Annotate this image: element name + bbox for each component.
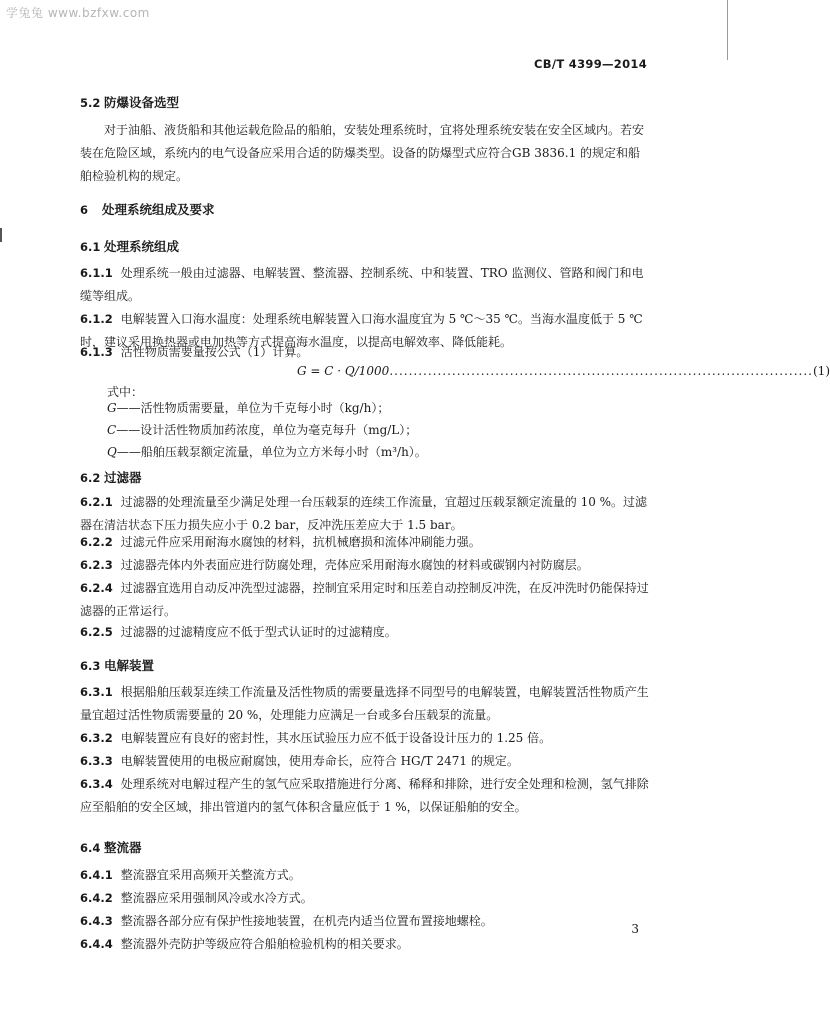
clause-number: 6.2.4	[80, 581, 113, 595]
clause-number: 6.1.3	[80, 345, 113, 359]
clause-text: 电解装置使用的电极应耐腐蚀，使用寿命长，应符合 HG/T 2471 的规定。	[120, 754, 519, 768]
clause-number: 6.2.3	[80, 558, 113, 572]
section-title: 处理系统组成及要求	[102, 202, 215, 217]
clause-text: 活性物质需要量按公式（1）计算。	[120, 345, 309, 359]
clause-text: 处理系统对电解过程产生的氢气应采取措施进行分离、稀释和排除，进行安全处理和检测，氢气排除应至船舶的安全区域，排出管道内的氢气体积含量应低于 1 %，以保证船舶的安全。	[80, 777, 649, 814]
formula-1	[297, 364, 830, 378]
section-6-3-heading	[80, 656, 154, 674]
clause-number: 6.4.1	[80, 868, 113, 882]
section-5-2-heading	[80, 93, 179, 111]
section-6-heading	[80, 200, 215, 218]
section-6-4-heading	[80, 838, 142, 856]
clause-6-2-2	[80, 531, 650, 554]
section-number: 6.1	[80, 240, 101, 254]
clause-text: 整流器各部分应有保护性接地装置，在机壳内适当位置布置接地螺栓。	[120, 914, 493, 928]
section-6-2-heading	[80, 468, 142, 486]
clause-text: 过滤器壳体内外表面应进行防腐处理，壳体应采用耐海水腐蚀的材料或碳钢内衬防腐层。	[120, 558, 589, 572]
scan-edge-left	[0, 228, 2, 242]
clause-6-4-2	[80, 887, 650, 910]
clause-number: 6.2.5	[80, 625, 113, 639]
clause-6-4-1	[80, 864, 650, 887]
section-number: 6.2	[80, 471, 101, 485]
clause-text: 电解装置应有良好的密封性，其水压试验压力应不低于设备设计压力的 1.25 倍。	[120, 731, 552, 745]
section-5-2-body: 对于油船、液货船和其他运载危险品的船舶，安装处理系统时，宜将处理系统安装在安全区域内。若安装在危险区域，系统内的电气设备应采用合适的防爆类型。设备的防爆型式应符合GB 3836.1 的规定和船舶检验机构的规定。	[80, 123, 645, 183]
clause-6-3-3	[80, 750, 650, 773]
formula-expression: G = C · Q/1000	[297, 364, 390, 378]
clause-text: 整流器宜采用高频开关整流方式。	[120, 868, 301, 882]
clause-number: 6.3.2	[80, 731, 113, 745]
section-6-1-heading	[80, 237, 179, 255]
formula-where: 式中：	[107, 385, 144, 399]
clause-6-4-4	[80, 933, 650, 956]
clause-number: 6.2.2	[80, 535, 113, 549]
clause-number: 6.2.1	[80, 495, 113, 509]
section-number: 6	[80, 203, 89, 217]
clause-number: 6.3.4	[80, 777, 113, 791]
formula-leader: ........................................................................................	[389, 364, 813, 378]
clause-6-2-4	[80, 577, 650, 623]
clause-6-1-3	[80, 341, 650, 364]
clause-6-3-4	[80, 773, 650, 819]
clause-number: 6.4.2	[80, 891, 113, 905]
clause-6-2-3	[80, 554, 650, 577]
section-number: 6.3	[80, 659, 101, 673]
clause-text: 整流器外壳防护等级应符合船舶检验机构的相关要求。	[120, 937, 409, 951]
clause-number: 6.4.3	[80, 914, 113, 928]
variable-c: C——设计活性物质加药浓度，单位为毫克每升（mg/L）；	[107, 423, 418, 437]
clause-text: 过滤器宜选用自动反冲洗型过滤器，控制宜采用定时和压差自动控制反冲洗，在反冲洗时仍能保持过滤器的正常运行。	[80, 581, 649, 618]
clause-number: 6.1.2	[80, 312, 113, 326]
clause-6-2-5	[80, 621, 650, 644]
clause-number: 6.3.1	[80, 685, 113, 699]
section-title: 电解装置	[104, 658, 155, 673]
clause-number: 6.3.3	[80, 754, 113, 768]
section-title: 防爆设备选型	[104, 95, 180, 110]
clause-6-4-3	[80, 910, 650, 933]
section-number: 6.4	[80, 841, 101, 855]
formula-number: (1)	[813, 364, 830, 378]
clause-6-3-1	[80, 681, 650, 727]
clause-6-1-1	[80, 262, 650, 308]
variable-g: G——活性物质需要量，单位为千克每小时（kg/h）；	[107, 401, 390, 415]
clause-text: 过滤器的过滤精度应不低于型式认证时的过滤精度。	[120, 625, 397, 639]
clause-number: 6.1.1	[80, 266, 113, 280]
scan-edge-right	[727, 0, 728, 60]
clause-text: 处理系统一般由过滤器、电解装置、整流器、控制系统、中和装置、TRO 监测仪、管路和阀门和电缆等组成。	[80, 266, 644, 303]
section-title: 过滤器	[104, 470, 142, 485]
clause-number: 6.4.4	[80, 937, 113, 951]
clause-text: 整流器应采用强制风冷或水冷方式。	[120, 891, 313, 905]
clause-text: 根据船舶压载泵连续工作流量及活性物质的需要量选择不同型号的电解装置，电解装置活性物质产生量宜超过活性物质需要量的 20 %，处理能力应满足一台或多台压载泵的流量。	[80, 685, 649, 722]
clause-text: 电解装置入口海水温度：处理系统电解装置入口海水温度宜为 5 ℃～35 ℃。当海水温度低于 5 ℃时，建议采用换热器或电加热等方式提高海水温度，以提高电解效率、降低能耗。	[80, 312, 643, 349]
standard-code: CB/T 4399—2014	[534, 57, 647, 71]
clause-text: 过滤器的处理流量至少满足处理一台压载泵的连续工作流量，宜超过压载泵额定流量的 10 %。过滤器在清洁状态下压力损失应小于 0.2 bar，反冲洗压差应大于 1.5 bar。	[80, 495, 648, 532]
page-number: 3	[631, 922, 639, 936]
clause-6-3-2	[80, 727, 650, 750]
section-title: 整流器	[104, 840, 142, 855]
watermark: 学兔兔 www.bzfxw.com	[6, 6, 150, 20]
section-title: 处理系统组成	[104, 239, 180, 254]
section-number: 5.2	[80, 96, 101, 110]
variable-q: Q——船舶压载泵额定流量，单位为立方米每小时（m³/h）。	[107, 445, 427, 459]
clause-text: 过滤元件应采用耐海水腐蚀的材料，抗机械磨损和流体冲刷能力强。	[120, 535, 481, 549]
formula-variables	[107, 397, 427, 463]
